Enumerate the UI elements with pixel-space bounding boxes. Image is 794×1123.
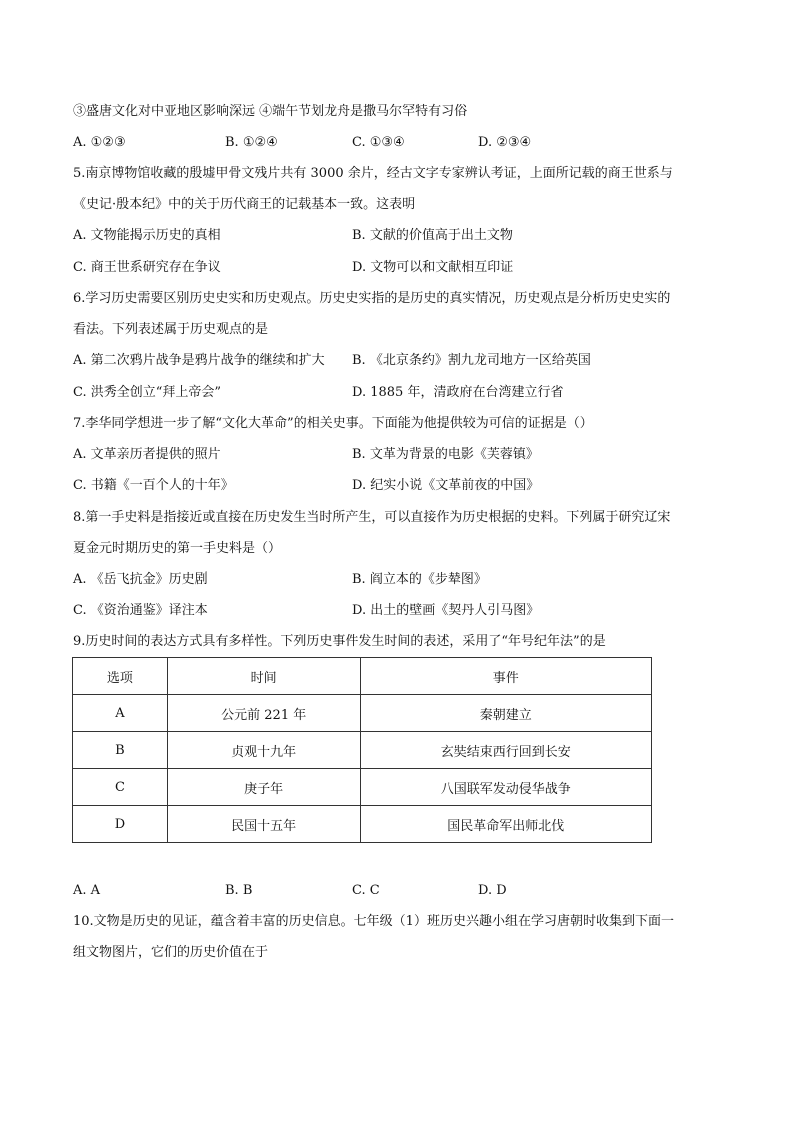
q9-option-d[interactable]: D. D — [478, 883, 507, 898]
q6-stem-line2: 看法。下列表述属于历史观点的是 — [73, 322, 269, 337]
q8-options-row2 — [73, 602, 723, 620]
table-row — [73, 732, 652, 769]
q8-stem-line2: 夏金元时期历史的第一手史料是（） — [73, 541, 282, 556]
q7-option-a[interactable]: A. 文革亲历者提供的照片 — [73, 447, 221, 462]
table-cell-time: 庚子年 — [167, 769, 360, 806]
q7-options-row2 — [73, 477, 723, 495]
q4-option-a[interactable]: A. ①②③ — [73, 135, 126, 150]
q4-option-d[interactable]: D. ②③④ — [478, 135, 532, 150]
q6-stem-line1: 6.学习历史需要区别历史史实和历史观点。历史史实指的是历史的真实情况，历史观点是分析历史史实的 — [73, 291, 671, 306]
q9-option-a[interactable]: A. A — [73, 883, 101, 898]
q9-stem-line1: 9.历史时间的表达方式具有多样性。下列历史事件发生时间的表述，采用了“年号纪年法”的是 — [73, 634, 606, 649]
q7-option-d[interactable]: D. 纪实小说《文革前夜的中国》 — [352, 478, 540, 493]
q5-options-row2 — [73, 259, 723, 277]
q7-option-b[interactable]: B. 文革为背景的电影《芙蓉镇》 — [352, 447, 539, 462]
table-cell-time: 贞观十九年 — [167, 732, 360, 769]
q8-option-a[interactable]: A. 《岳飞抗金》历史剧 — [73, 572, 208, 587]
table-header-option: 选项 — [73, 658, 168, 695]
table-cell-option: D — [73, 806, 168, 843]
q4-option-b[interactable]: B. ①②④ — [225, 135, 278, 150]
q9-option-c[interactable]: C. C — [352, 883, 380, 898]
q6-option-c[interactable]: C. 洪秀全创立“拜上帝会” — [73, 385, 222, 400]
q7-options-row1 — [73, 446, 723, 464]
q8-option-d[interactable]: D. 出土的壁画《契丹人引马图》 — [352, 603, 540, 618]
table-cell-time: 民国十五年 — [167, 806, 360, 843]
q6-option-b[interactable]: B. 《北京条约》割九龙司地方一区给英国 — [352, 353, 591, 368]
q4-options — [73, 134, 723, 152]
table-row — [73, 769, 652, 806]
q10-stem-line1: 10.文物是历史的见证，蕴含着丰富的历史信息。七年级（1）班历史兴趣小组在学习唐朝时收集到下面一 — [73, 914, 674, 929]
q5-option-b[interactable]: B. 文献的价值高于出土文物 — [352, 228, 513, 243]
table-header-time: 时间 — [167, 658, 360, 695]
table-cell-event: 秦朝建立 — [360, 695, 651, 732]
q5-stem-line2: 《史记·殷本纪》中的关于历代商王的记载基本一致。这表明 — [73, 197, 416, 212]
q9-option-b[interactable]: B. B — [225, 883, 253, 898]
table-cell-option: A — [73, 695, 168, 732]
table-cell-event: 八国联军发动侵华战争 — [360, 769, 651, 806]
table-cell-event: 玄奘结束西行回到长安 — [360, 732, 651, 769]
q8-stem-line1: 8.第一手史料是指接近或直接在历史发生当时所产生，可以直接作为历史根据的史料。下列属于研究辽宋 — [73, 510, 671, 525]
q4-statement-line: ③盛唐文化对中亚地区影响深远 ④端午节划龙舟是撒马尔罕特有习俗 — [73, 104, 468, 119]
q8-option-b[interactable]: B. 阎立本的《步辇图》 — [352, 572, 487, 587]
table-header-event: 事件 — [360, 658, 651, 695]
table-row — [73, 695, 652, 732]
q9-event-table — [72, 657, 652, 843]
table-header-row — [73, 658, 652, 695]
q6-option-d[interactable]: D. 1885 年，清政府在台湾建立行省 — [352, 385, 564, 400]
q7-stem-line1: 7.李华同学想进一步了解“文化大革命”的相关史事。下面能为他提供较为可信的证据是（） — [73, 416, 593, 431]
q5-option-c[interactable]: C. 商王世系研究存在争议 — [73, 260, 221, 275]
q9-options — [73, 882, 723, 900]
q5-stem-line1: 5.南京博物馆收藏的殷墟甲骨文残片共有 3000 余片，经古文字专家辨认考证，上面所记载的商王世系与 — [73, 166, 673, 181]
table-cell-option: C — [73, 769, 168, 806]
table-cell-time: 公元前 221 年 — [167, 695, 360, 732]
q7-option-c[interactable]: C. 书籍《一百个人的十年》 — [73, 478, 234, 493]
q8-option-c[interactable]: C. 《资治通鉴》译注本 — [73, 603, 208, 618]
q4-option-c[interactable]: C. ①③④ — [352, 135, 405, 150]
q5-options-row1 — [73, 227, 723, 245]
table-row — [73, 806, 652, 843]
table-cell-event: 国民革命军出师北伐 — [360, 806, 651, 843]
q6-options-row2 — [73, 384, 723, 402]
q6-options-row1 — [73, 352, 723, 370]
q6-option-a[interactable]: A. 第二次鸦片战争是鸦片战争的继续和扩大 — [73, 353, 325, 368]
q5-option-a[interactable]: A. 文物能揭示历史的真相 — [73, 228, 221, 243]
q10-stem-line2: 组文物图片，它们的历史价值在于 — [73, 945, 269, 960]
table-cell-option: B — [73, 732, 168, 769]
q8-options-row1 — [73, 571, 723, 589]
q5-option-d[interactable]: D. 文物可以和文献相互印证 — [352, 260, 514, 275]
